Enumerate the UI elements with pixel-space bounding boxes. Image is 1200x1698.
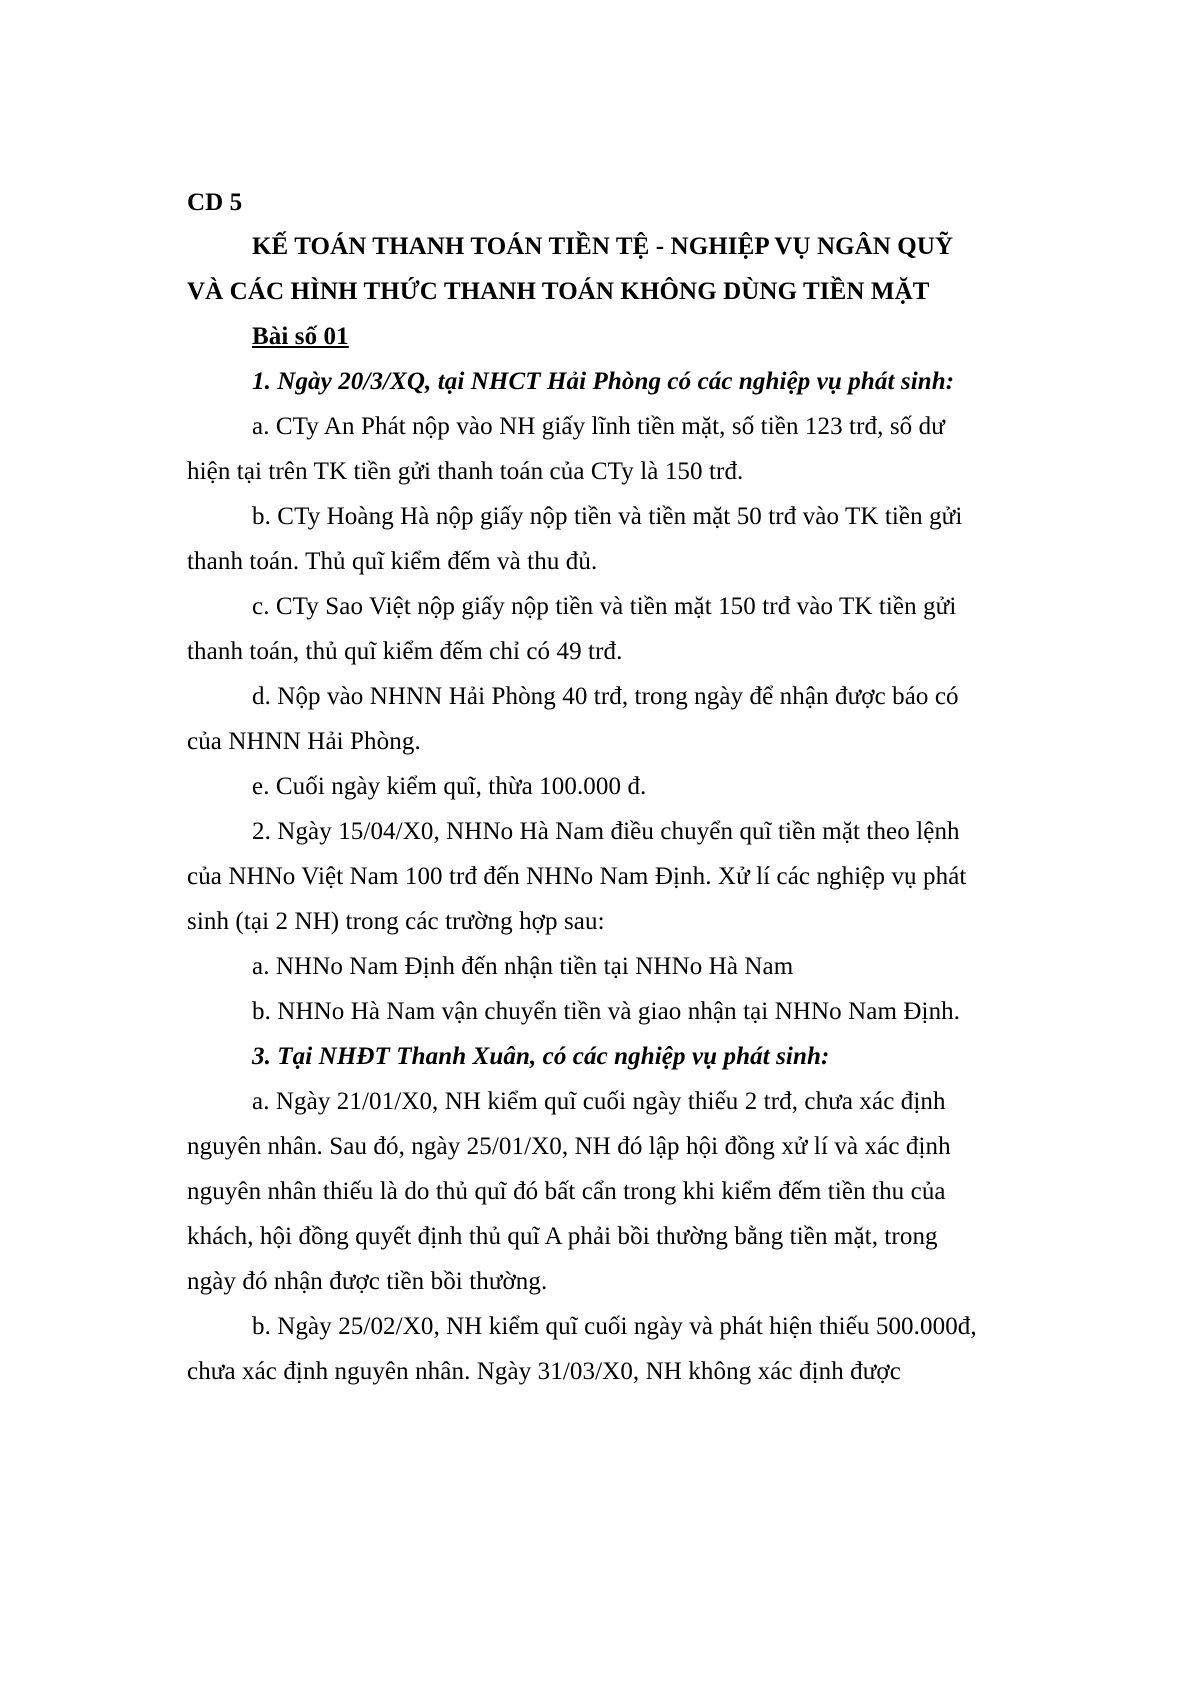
document-code: CD 5: [187, 189, 243, 216]
q1-c-line-1: c. CTy Sao Việt nộp giấy nộp tiền và tiền mặt 150 trđ vào TK tiền gửi: [252, 593, 957, 620]
q3-b-line-1: b. Ngày 25/02/X0, NH kiểm quĩ cuối ngày và phát hiện thiếu 500.000đ,: [252, 1313, 977, 1340]
q2-a: a. NHNo Nam Định đến nhận tiền tại NHNo Hà Nam: [252, 953, 794, 980]
q2-b: b. NHNo Hà Nam vận chuyển tiền và giao nhận tại NHNo Nam Định.: [252, 998, 961, 1025]
q2-line-3: sinh (tại 2 NH) trong các trường hợp sau:: [187, 908, 605, 935]
q2-line-2: của NHNo Việt Nam 100 trđ đến NHNo Nam Định. Xử lí các nghiệp vụ phát: [187, 863, 967, 890]
title-line-2: VÀ CÁC HÌNH THỨC THANH TOÁN KHÔNG DÙNG TIỀN MẶT: [187, 278, 930, 305]
q1-heading: 1. Ngày 20/3/XQ, tại NHCT Hải Phòng có các nghiệp vụ phát sinh:: [252, 368, 955, 395]
q3-heading: 3. Tại NHĐT Thanh Xuân, có các nghiệp vụ phát sinh:: [252, 1043, 830, 1070]
q1-d-line-1: d. Nộp vào NHNN Hải Phòng 40 trđ, trong ngày để nhận được báo có: [252, 683, 959, 710]
q1-d-line-2: của NHNN Hải Phòng.: [187, 728, 421, 755]
q1-c-line-2: thanh toán, thủ quĩ kiểm đếm chỉ có 49 trđ.: [187, 638, 623, 665]
q3-a-line-5: ngày đó nhận được tiền bồi thường.: [187, 1268, 548, 1295]
q1-e-line-1: e. Cuối ngày kiểm quĩ, thừa 100.000 đ.: [252, 773, 647, 800]
title-line-1: KẾ TOÁN THANH TOÁN TIỀN TỆ - NGHIỆP VỤ NGÂN QUỸ: [252, 233, 954, 260]
q2-line-1: 2. Ngày 15/04/X0, NHNo Hà Nam điều chuyển quĩ tiền mặt theo lệnh: [252, 818, 960, 845]
exercise-heading: Bài số 01: [252, 323, 349, 350]
q3-a-line-3: nguyên nhân thiếu là do thủ quĩ đó bất cẩn trong khi kiểm đếm tiền thu của: [187, 1178, 946, 1205]
q3-b-line-2: chưa xác định nguyên nhân. Ngày 31/03/X0, NH không xác định được: [187, 1358, 901, 1385]
q3-a-line-4: khách, hội đồng quyết định thủ quĩ A phải bồi thường bằng tiền mặt, trong: [187, 1223, 938, 1250]
q3-a-line-1: a. Ngày 21/01/X0, NH kiểm quĩ cuối ngày thiếu 2 trđ, chưa xác định: [252, 1088, 946, 1115]
q3-a-line-2: nguyên nhân. Sau đó, ngày 25/01/X0, NH đó lập hội đồng xử lí và xác định: [187, 1133, 951, 1160]
q1-a-line-2: hiện tại trên TK tiền gửi thanh toán của CTy là 150 trđ.: [187, 458, 744, 485]
q1-b-line-1: b. CTy Hoàng Hà nộp giấy nộp tiền và tiền mặt 50 trđ vào TK tiền gửi: [252, 503, 963, 530]
q1-b-line-2: thanh toán. Thủ quĩ kiểm đếm và thu đủ.: [187, 548, 598, 575]
q1-a-line-1: a. CTy An Phát nộp vào NH giấy lĩnh tiền mặt, số tiền 123 trđ, số dư: [252, 413, 945, 440]
